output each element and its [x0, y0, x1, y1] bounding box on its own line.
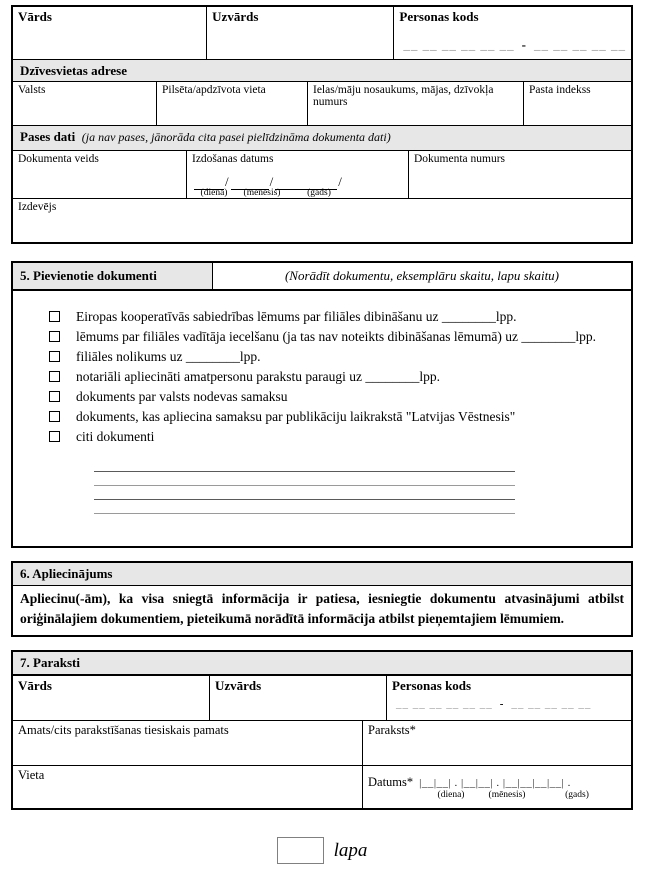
vards-label: Vārds [18, 9, 52, 24]
mask-right: __ __ __ __ __ [511, 698, 592, 710]
checkbox-item-label: Eiropas kooperatīvās sabiedrības lēmums par filiāles dibināšanu uz ________lpp. [76, 309, 517, 324]
field-pasta-indekss: Pasta indekss [523, 82, 631, 125]
passport-section-header [13, 126, 631, 150]
issue-date-lines: / / / [194, 174, 403, 188]
form-page [11, 0, 633, 864]
checkbox-item-label: filiāles nolikums uz ________lpp. [76, 349, 261, 364]
gads-label: (gads) [307, 188, 331, 198]
sig-field-uzvards [209, 676, 386, 720]
checkbox-item [49, 327, 621, 346]
diena-label: (diena) [200, 188, 228, 198]
sig-field-vieta: Vieta [18, 768, 45, 782]
sig-personas-kods-label: Personas kods [392, 678, 472, 693]
section7-title: 7. Paraksti [13, 652, 631, 676]
datums-label: Datums* [368, 775, 414, 789]
field-pilseta: Pilsēta/apdzīvota vieta [156, 82, 307, 125]
diena-label: (diena) [437, 790, 465, 800]
signatures-table [11, 650, 633, 810]
checkbox-item [49, 387, 621, 406]
writein-line [94, 500, 515, 514]
checkbox[interactable] [49, 391, 60, 402]
checkbox-item-label: notariāli apliecināti amatpersonu parakstu paraugi uz ________lpp. [76, 369, 441, 384]
checkbox[interactable] [49, 411, 60, 422]
personal-data-table [11, 5, 633, 244]
checkbox-item [49, 367, 621, 386]
datums-unit-labels [368, 790, 626, 800]
checkbox[interactable] [49, 431, 60, 442]
sig-field-datums [362, 766, 631, 808]
checkbox-item-label: dokuments par valsts nodevas samaksu [76, 389, 288, 404]
checkbox-item-label: dokuments, kas apliecina samaksu par publikāciju laikrakstā "Latvijas Vēstnesis" [76, 409, 516, 424]
page-number-box [277, 837, 324, 864]
checkbox-item [49, 347, 621, 366]
address-section-header: Dzīvesvietas adrese [13, 60, 631, 81]
field-dokumenta-numurs: Dokumenta numurs [408, 151, 631, 198]
field-izdevejs: Izdevējs [18, 201, 57, 213]
lapa-label: lapa [333, 839, 368, 861]
checkbox-item [49, 407, 621, 426]
field-izdosanas-datums [186, 151, 408, 198]
sig-vards-label: Vārds [18, 678, 52, 693]
personas-kods-mask [399, 37, 626, 53]
attached-documents-table [11, 261, 633, 548]
menesis-label: (mēnesis) [488, 790, 526, 800]
field-personas-kods [393, 7, 631, 59]
writein-line [94, 458, 515, 472]
personas-kods-label: Personas kods [399, 9, 479, 24]
certification-table [11, 561, 633, 637]
checkbox-item [49, 427, 621, 446]
checkbox[interactable] [49, 371, 60, 382]
section5-note: (Norādīt dokumentu, eksemplāru skaitu, lapu skaitu) [284, 268, 560, 283]
sig-field-paraksts: Paraksts* [362, 721, 631, 765]
field-dokumenta-veids: Dokumenta veids [18, 153, 99, 165]
sig-field-personas-kods [386, 676, 631, 720]
field-vards [13, 7, 206, 59]
issue-date-unit-labels [194, 188, 403, 198]
field-valsts: Valsts [18, 84, 46, 96]
section6-title: 6. Apliecinājums [13, 563, 631, 586]
sig-uzvards-label: Uzvārds [215, 678, 262, 693]
field-iela: Ielas/māju nosaukums, mājas, dzīvokļa numurs [307, 82, 523, 125]
field-uzvards [206, 7, 393, 59]
sig-field-amats: Amats/cits parakstīšanas tiesiskais pamats [18, 723, 229, 737]
gads-label: (gads) [565, 790, 589, 800]
uzvards-label: Uzvārds [212, 9, 259, 24]
checkbox[interactable] [49, 311, 60, 322]
mask-dash: - [521, 37, 527, 52]
checkbox-item-label: lēmums par filiāles vadītāja iecelšanu (ja tas nav noteikts dibināšanas lēmumā) uz ________lpp. [76, 329, 596, 344]
izdosanas-datums-label: Izdošanas datums [192, 153, 274, 165]
issue-date-pattern [192, 174, 403, 198]
mask-right: __ __ __ __ __ [534, 37, 626, 52]
citi-dokumenti-writein-lines [49, 458, 621, 514]
mask-left: __ __ __ __ __ __ [403, 37, 515, 52]
sig-field-vards [13, 676, 209, 720]
section6-body-text: Apliecinu(-ām), ka visa sniegtā informācija ir patiesa, iesniegtie dokumentu atvasinājumi atbilst oriģinālajiem dokumentiem, pieteikumā norādītā informācija atbilst pieņemtajiem lēmumiem. [20, 591, 624, 626]
checkbox[interactable] [49, 331, 60, 342]
mask-left: __ __ __ __ __ __ [396, 698, 493, 710]
page-footer [11, 837, 633, 864]
checkbox-item-label: citi dokumenti [76, 429, 155, 444]
section5-body [13, 291, 631, 546]
section5-title: 5. Pievienotie dokumenti [13, 263, 213, 289]
writein-line [94, 472, 515, 486]
writein-line [94, 486, 515, 500]
menesis-label: (mēnesis) [243, 188, 281, 198]
sig-personas-kods-mask [392, 698, 626, 710]
datums-line [368, 768, 626, 790]
passport-header-note: (ja nav pases, jānorāda cita pasei pielīdzināma dokumenta dati) [81, 130, 391, 144]
passport-header-title: Pases dati [20, 129, 76, 144]
datums-boxes-mask: |__|__| . |__|__| . |__|__|__|__| . [419, 777, 571, 789]
checkbox[interactable] [49, 351, 60, 362]
checkbox-item [49, 307, 621, 326]
mask-dash: - [499, 698, 505, 710]
